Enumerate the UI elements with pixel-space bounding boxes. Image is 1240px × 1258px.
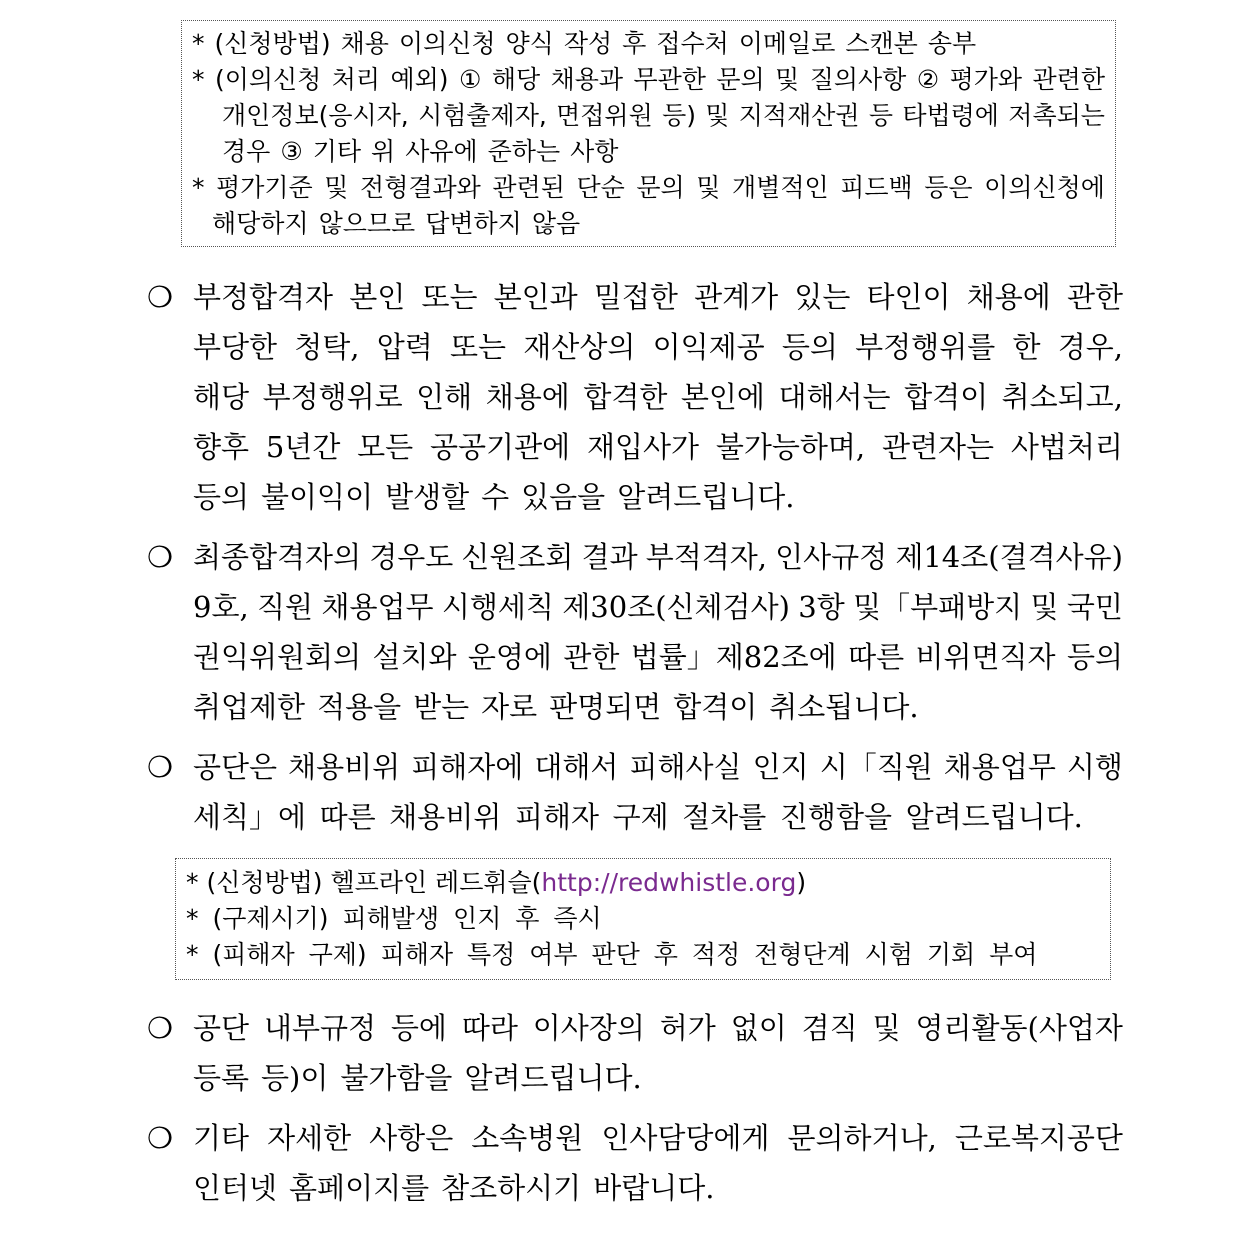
paragraph-line — [147, 1113, 1123, 1163]
word: 신원조회 — [461, 540, 574, 574]
word: 기타 — [312, 137, 362, 166]
word: 지적재산권 — [738, 101, 860, 130]
word: 설치와 — [372, 640, 457, 674]
word: 예외) — [390, 65, 449, 94]
word: 운영에 — [467, 640, 552, 674]
word: 발생할 — [385, 480, 470, 514]
word: ② — [916, 65, 940, 94]
word: 소속병원 — [471, 1121, 584, 1155]
word: 공단은 — [193, 750, 278, 784]
word: 등에 — [390, 1011, 447, 1045]
word: 이메일로 — [738, 29, 836, 58]
word: 합격한 — [583, 380, 668, 414]
word: 개인정보(응시자, — [222, 101, 409, 130]
word: 스캔본 — [845, 29, 918, 58]
word: 관련한 — [1032, 65, 1105, 94]
paragraph-text — [193, 372, 1123, 422]
word: 작성 — [563, 29, 613, 58]
word: (신청방법) — [214, 29, 331, 58]
word: 등의 — [1066, 640, 1123, 674]
word: 등)이 — [261, 1061, 329, 1095]
paragraph-line — [147, 742, 1123, 792]
word: 본인 — [349, 280, 406, 314]
word: 수 — [481, 480, 510, 514]
word: 합격이 — [904, 380, 989, 414]
word: 향후 — [193, 430, 250, 464]
word: 채용비위 — [389, 800, 502, 834]
word: 제30조(신체검사) — [562, 590, 790, 624]
paragraph-final-candidates — [147, 532, 1123, 732]
word: 질의사항 — [809, 65, 907, 94]
note-victim-relief: * (피해자 구제) 피해자 특정 여부 판단 후 적정 전형단계 시험 기회 부여 — [186, 940, 1038, 969]
word: 인사규정 — [775, 540, 888, 574]
word: 재산상의 — [523, 330, 636, 364]
circle-bullet-icon: ❍ — [147, 1011, 173, 1045]
word: 불이익이 — [261, 480, 374, 514]
paragraph-fraud-cancellation — [147, 272, 1123, 522]
word: * — [192, 173, 205, 202]
word: 받는 — [413, 690, 470, 724]
word: 면접위원 — [556, 101, 653, 130]
word: 권익위원회의 — [193, 640, 362, 674]
word: ① — [458, 65, 482, 94]
word: 밀접한 — [593, 280, 678, 314]
word: 알려드립니다. — [905, 800, 1083, 834]
word: 부정행위로 — [262, 380, 403, 414]
word: 한 — [1012, 330, 1041, 364]
word: 이익제공 — [652, 330, 765, 364]
word: 양식 — [505, 29, 554, 58]
word: 및「부패방지 — [853, 590, 1023, 624]
paragraph-side-job — [147, 1003, 1123, 1103]
note-exceptions-cont-2 — [192, 134, 1105, 170]
word: 관계가 — [694, 280, 779, 314]
note-feedback-cont — [192, 206, 1105, 242]
word: 시「직원 — [819, 750, 933, 784]
word: 자세한 — [267, 1121, 352, 1155]
word: 대해서는 — [778, 380, 891, 414]
paragraph-line — [147, 632, 1123, 682]
word: 평가기준 — [216, 173, 313, 202]
word: 이의신청에 — [984, 173, 1105, 202]
word: 공단 — [193, 1011, 250, 1045]
word: 사항은 — [369, 1121, 454, 1155]
note-exceptions-cont-1 — [192, 98, 1105, 134]
word: 법률」제82조에 — [630, 640, 837, 674]
word: 따른 — [848, 640, 905, 674]
note-exceptions — [192, 62, 1105, 98]
word: 진행함을 — [779, 800, 892, 834]
paragraph-line — [147, 582, 1123, 632]
word: 단순 — [576, 173, 625, 202]
paragraph-text — [193, 1003, 1123, 1053]
word: * — [192, 29, 205, 58]
word: 등 — [868, 101, 894, 130]
word: 인사담당에게 — [601, 1121, 770, 1155]
paragraph-text — [193, 792, 1083, 842]
redwhistle-notes-box — [175, 858, 1111, 980]
word: 등) — [662, 101, 696, 130]
paragraph-line — [147, 532, 1123, 582]
word: 접수처 — [656, 29, 729, 58]
word: 불가능하며, — [715, 430, 866, 464]
word: 본인과 — [493, 280, 578, 314]
paragraph-text — [193, 632, 1123, 682]
paragraph-line — [147, 682, 1123, 732]
word: 전형결과와 — [360, 173, 481, 202]
word: 재입사가 — [586, 430, 699, 464]
word: 경우도 — [369, 540, 454, 574]
word: * — [192, 65, 205, 94]
word: 알려드립니다. — [464, 1061, 642, 1095]
word: 및 — [775, 65, 800, 94]
paragraph-line — [147, 322, 1123, 372]
word: 3항 — [798, 590, 845, 624]
paragraph-line — [147, 1163, 1123, 1213]
paragraph-contact — [147, 1113, 1123, 1213]
word: 경우 — [222, 137, 271, 166]
word: 타인이 — [866, 280, 951, 314]
word: 본인에 — [680, 380, 765, 414]
paragraph-text — [193, 532, 1123, 582]
word: 판명되면 — [549, 690, 662, 724]
word: 피해자에 — [411, 750, 524, 784]
word: 불가함을 — [340, 1061, 453, 1095]
word: 채용에 — [485, 380, 570, 414]
word: 5년간 — [265, 430, 341, 464]
word: 채용업무 — [943, 750, 1056, 784]
word: 문의하거나, — [787, 1121, 937, 1155]
word: 시행 — [1066, 750, 1123, 784]
word: 없이 — [730, 1011, 787, 1045]
word: 허가 — [659, 1011, 716, 1045]
paragraph-text — [193, 422, 1123, 472]
word: 경우, — [1057, 330, 1123, 364]
note-application-method — [192, 26, 1105, 62]
word: 등의 — [781, 330, 838, 364]
word: 세칙」에 — [193, 800, 307, 834]
word: 해당 — [193, 380, 250, 414]
paragraph-text — [193, 272, 1123, 322]
word: 시험출제자, — [418, 101, 547, 130]
word: 문의 — [636, 173, 685, 202]
word: 또는 — [421, 280, 478, 314]
word: 압력 — [376, 330, 433, 364]
word: 9호, — [193, 590, 249, 624]
paragraph-victim-relief — [147, 742, 1123, 842]
word: 않으므로 — [318, 209, 416, 238]
word: 및 — [872, 1011, 901, 1045]
redwhistle-link[interactable]: http://redwhistle.org — [541, 868, 797, 897]
word: 채용과 — [550, 65, 624, 94]
word: 국민 — [1066, 590, 1123, 624]
word: 및 — [705, 101, 730, 130]
word: 후 — [622, 29, 647, 58]
word: 등은 — [924, 173, 973, 202]
word: 해당하지 — [212, 209, 309, 238]
word: 부정합격자 — [193, 280, 334, 314]
paragraph-text — [193, 742, 1123, 792]
word: 바랍니다. — [593, 1171, 715, 1205]
word: 취업제한 — [193, 690, 306, 724]
word: 송부 — [927, 29, 977, 58]
word: 적용을 — [317, 690, 402, 724]
paragraph-text — [193, 582, 1123, 632]
word: 준하는 — [487, 137, 561, 166]
word: 이사장의 — [532, 1011, 645, 1045]
paragraph-line — [147, 272, 1123, 322]
word: 부정행위를 — [855, 330, 996, 364]
word: 및 — [696, 173, 721, 202]
paragraph-text — [193, 322, 1123, 372]
paragraph-text — [193, 682, 931, 732]
word: 사항 — [570, 137, 619, 166]
word: 청탁, — [294, 330, 360, 364]
circle-bullet-icon: ❍ — [147, 540, 173, 574]
paragraph-line — [147, 1053, 1123, 1103]
word: 취소되고, — [1001, 380, 1123, 414]
note-relief-timing: * (구제시기) 피해발생 인지 후 즉시 — [186, 904, 602, 933]
word: 인지 — [752, 750, 809, 784]
note-feedback — [192, 170, 1105, 206]
word: 근로복지공단 — [954, 1121, 1123, 1155]
word: 등의 — [193, 480, 250, 514]
note-helpline-suffix: ) — [796, 868, 807, 897]
word: 채용 — [340, 29, 389, 58]
word: 공공기관에 — [430, 430, 571, 464]
word: 있는 — [794, 280, 851, 314]
word: 자로 — [481, 690, 538, 724]
word: 채용업무 — [321, 590, 434, 624]
word: 채용비위 — [288, 750, 401, 784]
paragraph-text — [193, 1113, 1123, 1163]
word: 직원 — [257, 590, 314, 624]
word: 구제 — [612, 800, 669, 834]
paragraph-text — [193, 1163, 726, 1213]
word: ③ — [280, 137, 303, 166]
word: 절차를 — [682, 800, 767, 834]
word: 취소됩니다. — [769, 690, 919, 724]
word: 등록 — [193, 1061, 250, 1095]
word: 영리활동(사업자 — [915, 1011, 1123, 1045]
word: 처리 — [331, 65, 381, 94]
circle-bullet-icon: ❍ — [147, 1121, 173, 1155]
objection-notes-box — [181, 20, 1116, 247]
word: 타법령에 — [902, 101, 999, 130]
word: 또는 — [450, 330, 507, 364]
circle-bullet-icon: ❍ — [147, 280, 173, 314]
word: 관한 — [1066, 280, 1123, 314]
word: 부적격자, — [645, 540, 768, 574]
word: 않음 — [531, 209, 581, 238]
word: 채용에 — [966, 280, 1051, 314]
paragraph-line — [147, 372, 1123, 422]
word: 합격이 — [673, 690, 758, 724]
word: 부당한 — [193, 330, 278, 364]
word: 최종합격자의 — [193, 540, 362, 574]
word: 평가와 — [949, 65, 1023, 94]
word: 저촉되는 — [1008, 101, 1105, 130]
word: 및 — [1030, 590, 1059, 624]
word: 내부규정 — [263, 1011, 376, 1045]
word: 위 — [371, 137, 396, 166]
word: 문의 — [716, 65, 765, 94]
word: 이의신청 — [398, 29, 496, 58]
word: 피해사실 — [629, 750, 742, 784]
word: 따라 — [461, 1011, 518, 1045]
word: 겸직 — [801, 1011, 858, 1045]
word: 홈페이지를 — [289, 1171, 430, 1205]
word: 비위면직자 — [915, 640, 1056, 674]
word: 시행세칙 — [441, 590, 554, 624]
word: (이의신청 — [214, 65, 322, 94]
word: 피드백 — [840, 173, 913, 202]
word: 있음을 — [521, 480, 606, 514]
word: 해당 — [491, 65, 541, 94]
word: 및 — [324, 173, 349, 202]
word: 따른 — [319, 800, 376, 834]
paragraph-text — [193, 1053, 654, 1103]
word: 개별적인 — [732, 173, 829, 202]
word: 알려드립니다. — [617, 480, 795, 514]
word: 관련자는 — [881, 430, 995, 464]
word: 인터넷 — [193, 1171, 278, 1205]
word: 참조하시기 — [441, 1171, 582, 1205]
word: 사법처리 — [1010, 430, 1123, 464]
paragraph-text — [193, 472, 807, 522]
paragraph-line — [147, 1003, 1123, 1053]
note-helpline — [186, 865, 1100, 901]
word: 결과 — [581, 540, 638, 574]
word: 사유에 — [405, 137, 478, 166]
word: 제14조(결격사유) — [895, 540, 1123, 574]
paragraph-line — [147, 792, 1123, 842]
word: 답변하지 — [425, 209, 522, 238]
paragraph-line — [147, 422, 1123, 472]
word: 관련된 — [492, 173, 565, 202]
word: 관한 — [563, 640, 620, 674]
word: 모든 — [357, 430, 414, 464]
word: 피해자 — [514, 800, 600, 834]
paragraph-line — [147, 472, 1123, 522]
word: 기타 — [193, 1121, 250, 1155]
note-helpline-prefix: * (신청방법) 헬프라인 레드휘슬( — [186, 868, 542, 897]
word: 무관한 — [633, 65, 706, 94]
word: 대해서 — [534, 750, 619, 784]
word: 인해 — [416, 380, 473, 414]
circle-bullet-icon: ❍ — [147, 750, 173, 784]
